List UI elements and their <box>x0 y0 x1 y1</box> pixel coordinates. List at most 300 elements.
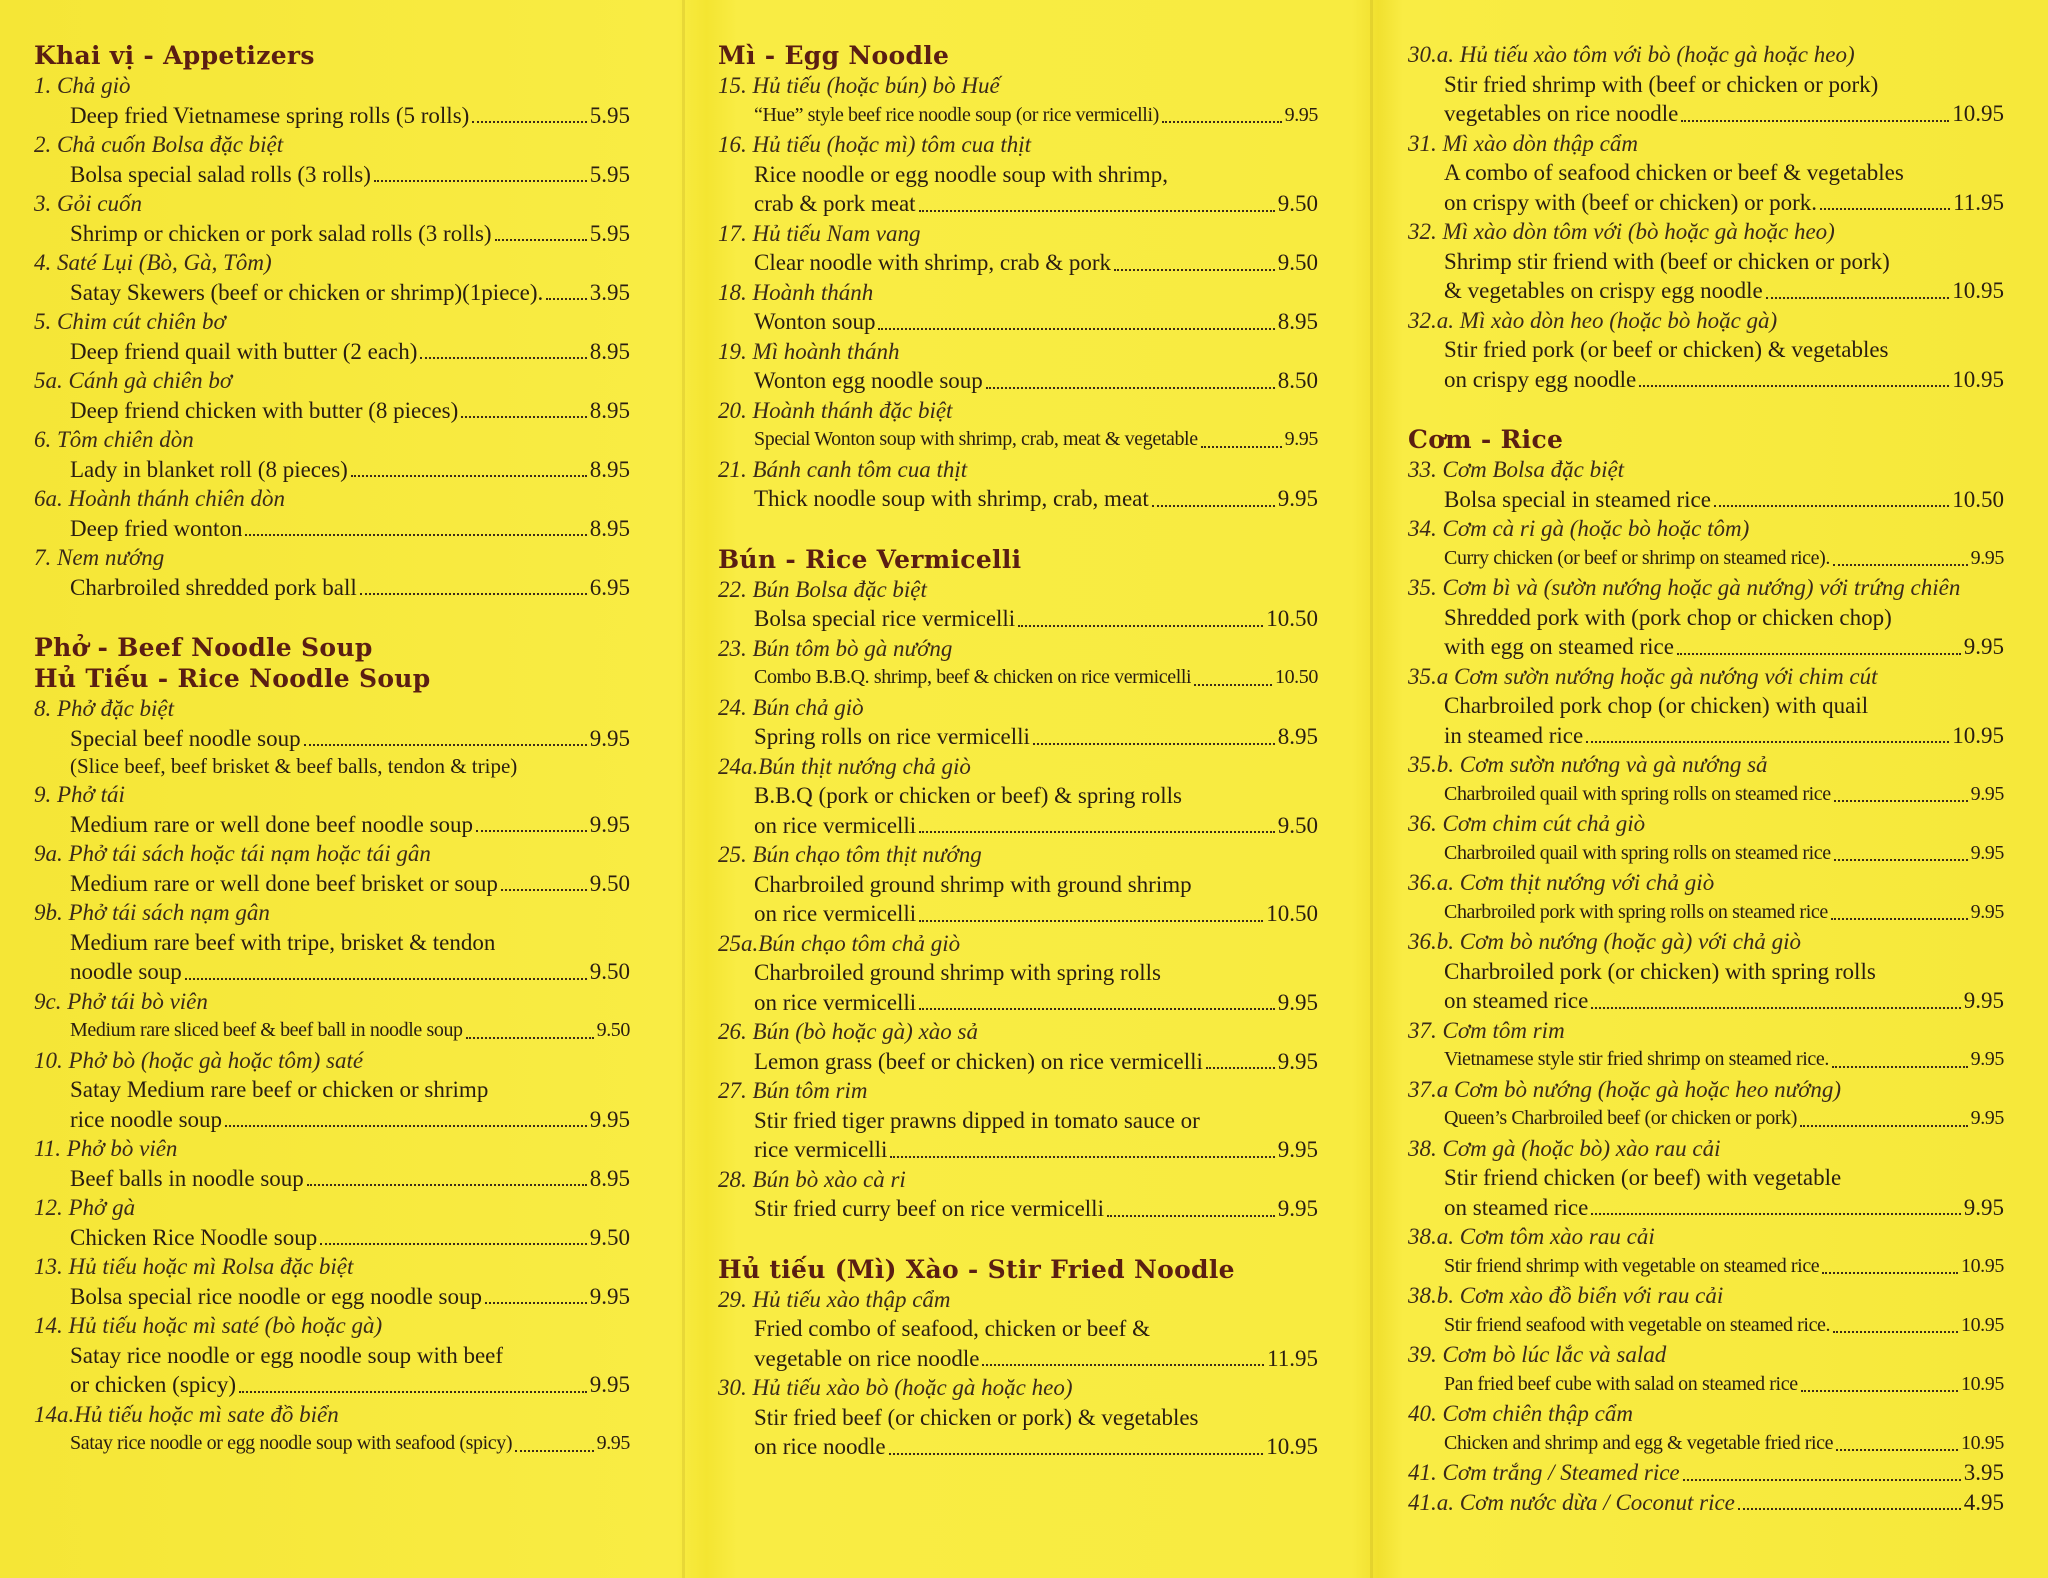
description-text: with egg on steamed rice <box>1444 634 1674 659</box>
menu-item-name: 41.a. Cơm nước dừa / Coconut rice <box>1408 1489 1735 1515</box>
dot-leader <box>1107 1215 1275 1217</box>
menu-item <box>718 752 1318 841</box>
menu-item-name: 6. Tôm chiên dòn <box>34 427 194 452</box>
menu-item <box>34 543 630 602</box>
menu-item <box>1408 217 2004 306</box>
menu-item-name: 38.b. Cơm xào đồ biển với rau cải <box>1408 1283 1724 1308</box>
menu-item-name: 41. Cơm trắng / Steamed rice <box>1408 1460 1680 1485</box>
menu-item <box>1408 1281 2004 1340</box>
menu-item <box>1408 306 2004 395</box>
menu-column-middle <box>718 40 1318 1492</box>
description-text: Chicken and shrimp and egg & vegetable fried rice <box>1444 1431 1834 1454</box>
menu-item <box>718 337 1318 396</box>
menu-item <box>34 780 630 839</box>
menu-item-name: 4. Saté Lụi (Bò, Gà, Tôm) <box>34 250 272 275</box>
description-text: Stir fried curry beef on rice vermicelli <box>754 1196 1104 1221</box>
menu-item-description <box>34 1370 630 1400</box>
dot-leader <box>1152 505 1275 507</box>
menu-item-description <box>1408 276 2004 306</box>
menu-item-description <box>34 514 630 544</box>
menu-item-description <box>718 988 1318 1018</box>
menu-item-name: 30.a. Hủ tiếu xào tôm với bò (hoặc gà hoặc heo) <box>1408 42 1855 67</box>
menu-item-price: 3.95 <box>1963 1460 2004 1485</box>
menu-item-name: 15. Hủ tiếu (hoặc bún) bò Huế <box>718 73 1000 98</box>
description-text: rice noodle soup <box>70 1106 223 1132</box>
description-text: Stir friend chicken (or beef) with vegetable <box>1444 1165 1842 1190</box>
menu-item-description <box>1408 721 2004 751</box>
menu-item-name: 29. Hủ tiếu xào thập cẩm <box>718 1286 951 1312</box>
menu-item-name: 36.b. Cơm bò nướng (hoặc gà) với chả giò <box>1408 929 1802 954</box>
menu-item-description <box>34 1164 630 1194</box>
description-text: Charbroiled pork chop (or chicken) with quail <box>1444 693 1869 718</box>
description-text: Deep friend chicken with butter (8 pieces) <box>70 397 459 423</box>
fold-line <box>682 0 685 1578</box>
menu-item-description <box>1408 485 2004 515</box>
menu-item-description <box>1408 691 2004 721</box>
dot-leader <box>420 357 586 359</box>
menu-item-description <box>34 1282 630 1312</box>
menu-item-price: 10.95 <box>1952 278 2004 303</box>
menu-item-description <box>34 278 630 308</box>
description-text: “Hue” style beef rice noodle soup (or rice vermicelli) <box>754 103 1159 126</box>
menu-item-description <box>1408 1370 2004 1400</box>
menu-item <box>34 987 630 1046</box>
menu-column-right <box>1408 40 2004 1547</box>
description-text: Bolsa special salad rolls (3 rolls) <box>70 161 371 187</box>
dot-leader <box>245 534 586 536</box>
menu-item <box>34 130 630 189</box>
menu-item-price: 8.95 <box>589 515 630 541</box>
menu-item-description <box>718 1314 1318 1344</box>
menu-item-description <box>34 455 630 485</box>
menu-item <box>1408 129 2004 218</box>
dot-leader <box>1683 1479 1961 1481</box>
description-text: Special Wonton soup with shrimp, crab, meat & vegetable <box>754 428 1198 450</box>
description-text: Bolsa special in steamed rice <box>1444 486 1711 512</box>
menu-item-price: 10.50 <box>1274 666 1318 688</box>
menu-item <box>1408 750 2004 809</box>
menu-item-description <box>718 781 1318 811</box>
menu-item-price: 10.50 <box>1266 606 1318 631</box>
dot-leader <box>546 298 587 300</box>
menu-item-description <box>718 160 1318 190</box>
menu-item-description <box>718 722 1318 752</box>
menu-item-description <box>1408 1252 2004 1282</box>
menu-item-name: 36.a. Cơm thịt nướng với chả giò <box>1408 870 1715 895</box>
dot-leader <box>1586 741 1949 743</box>
dot-leader <box>351 475 587 477</box>
description-text: on crispy with (beef or chicken) or pork. <box>1444 189 1817 215</box>
section-title: Phở - Beef Noodle Soup <box>34 633 373 662</box>
menu-item-name: 38.a. Cơm tôm xào rau cải <box>1408 1224 1655 1249</box>
menu-item-price: 9.50 <box>589 1224 630 1250</box>
fold-line <box>1370 0 1373 1578</box>
menu-section <box>718 1254 1318 1462</box>
menu-item-name: 24. Bún chả giò <box>718 694 864 720</box>
dot-leader <box>982 1364 1264 1366</box>
menu-item <box>1408 1222 2004 1281</box>
description-text: Fried combo of seafood, chicken or beef & <box>754 1316 1150 1341</box>
dot-leader <box>360 593 587 595</box>
menu-item-price: 9.95 <box>1963 634 2004 659</box>
menu-item-price: 9.95 <box>1970 1048 2004 1070</box>
menu-item-description <box>1408 544 2004 574</box>
menu-item-price: 9.95 <box>596 1432 630 1454</box>
menu-section <box>718 40 1318 514</box>
menu-item-description <box>1408 1045 2004 1075</box>
menu-item-price: 8.95 <box>1277 724 1318 749</box>
menu-item-price: 8.50 <box>1277 368 1318 393</box>
menu-item-name: 18. Hoành thánh <box>718 279 874 305</box>
menu-item-description <box>34 1016 630 1046</box>
menu-item-name: 20. Hoành thánh đặc biệt <box>718 397 953 423</box>
dot-leader <box>485 1302 587 1304</box>
menu-item-description <box>1408 1104 2004 1134</box>
dot-leader <box>919 210 1275 212</box>
menu-item-price: 8.95 <box>589 338 630 364</box>
dot-leader <box>1033 743 1275 745</box>
menu-item-name: 3. Gỏi cuốn <box>34 191 142 216</box>
menu-section <box>1408 424 2004 1517</box>
menu-item-price: 3.95 <box>589 279 630 305</box>
menu-item-description <box>34 957 630 987</box>
menu-item-price: 9.95 <box>1277 1048 1318 1074</box>
menu-item-price: 10.95 <box>1952 366 2004 392</box>
dot-leader <box>1800 1125 1968 1127</box>
menu-item-price: 9.50 <box>1277 812 1318 838</box>
menu-item-price: 9.95 <box>589 1106 630 1132</box>
menu-item <box>718 840 1318 929</box>
description-text: Wonton soup <box>754 309 876 334</box>
menu-item <box>34 425 630 484</box>
menu-item-name: 38. Cơm gà (hoặc bò) xào rau cải <box>1408 1135 1721 1161</box>
menu-item-description <box>718 604 1318 634</box>
menu-item-name: 23. Bún tôm bò gà nướng <box>718 635 953 661</box>
menu-item-description <box>1408 158 2004 188</box>
menu-item-name: 5a. Cánh gà chiên bơ <box>34 368 233 393</box>
dot-leader <box>986 387 1275 389</box>
description-text: Stir friend seafood with vegetable on steamed rice. <box>1444 1313 1831 1336</box>
section-title: Hủ Tiếu - Rice Noodle Soup <box>34 664 431 693</box>
menu-item-price: 8.95 <box>589 1165 630 1191</box>
dot-leader <box>1832 1066 1968 1068</box>
description-text: in steamed rice <box>1444 722 1584 748</box>
menu-item-price: 9.50 <box>1277 191 1318 216</box>
description-text: Charbroiled pork with spring rolls on steamed rice <box>1444 900 1828 923</box>
menu-item-description <box>718 248 1318 278</box>
menu-item <box>1408 1488 2004 1518</box>
menu-item-name: 9. Phở tái <box>34 782 125 807</box>
description-text: Shrimp or chicken or pork salad rolls (3 rolls) <box>70 220 492 246</box>
description-text: Beef balls in noodle soup <box>70 1165 304 1191</box>
dot-leader <box>1833 1331 1958 1333</box>
menu-item-description <box>1408 898 2004 928</box>
menu-item-description <box>34 928 630 958</box>
dot-leader <box>890 1156 1274 1158</box>
description-text: Medium rare or well done beef brisket or soup <box>70 870 498 896</box>
description-text: B.B.Q (pork or chicken or beef) & spring rolls <box>754 783 1182 808</box>
description-text: A combo of seafood chicken or beef & vegetables <box>1444 160 1904 185</box>
menu-item-price: 10.95 <box>1952 722 2004 748</box>
menu-item <box>34 71 630 130</box>
menu-item <box>718 130 1318 219</box>
dot-leader <box>320 1243 587 1245</box>
menu-item <box>34 694 630 780</box>
menu-item-price: 5.95 <box>589 220 630 246</box>
menu-item-description <box>34 724 630 754</box>
description-text: Stir fried beef (or chicken or pork) & vegetables <box>754 1404 1199 1430</box>
menu-item <box>1408 40 2004 129</box>
menu-item-name: 25a.Bún chạo tôm chả giò <box>718 930 961 956</box>
section-title: Mì - Egg Noodle <box>718 41 950 70</box>
menu-item-price: 9.95 <box>1284 428 1318 450</box>
menu-item-description <box>1408 1311 2004 1341</box>
menu-item-description <box>34 396 630 426</box>
menu-item-price: 9.95 <box>1277 1137 1318 1162</box>
description-text: Satay rice noodle or egg noodle soup with beef <box>70 1342 504 1368</box>
menu-item-description <box>34 160 630 190</box>
menu-item-price: 10.95 <box>1960 1254 2004 1277</box>
description-text: Chicken Rice Noodle soup <box>70 1224 318 1250</box>
description-text: Bolsa special rice noodle or egg noodle soup <box>70 1283 482 1309</box>
dot-leader <box>466 1037 594 1039</box>
description-text: Charbroiled ground shrimp with ground shrimp <box>754 871 1192 897</box>
dot-leader <box>1836 1449 1958 1451</box>
dot-leader <box>476 830 587 832</box>
description-text: rice vermicelli <box>754 1137 888 1162</box>
menu-item-price: 9.95 <box>589 1372 630 1397</box>
menu-item-description <box>34 1105 630 1135</box>
dot-leader <box>461 416 586 418</box>
dot-leader <box>889 1453 1264 1455</box>
dot-leader <box>239 1391 587 1393</box>
description-text: Deep friend quail with butter (2 each) <box>70 338 418 364</box>
menu-section <box>34 632 630 1459</box>
menu-item <box>718 929 1318 1018</box>
description-text: Shredded pork with (pork chop or chicken chop) <box>1444 604 1892 630</box>
menu-item-price: 9.95 <box>589 1283 630 1309</box>
dot-leader <box>1591 1213 1960 1215</box>
menu-item-price: 10.95 <box>1952 101 2004 126</box>
description-text: Rice noodle or egg noodle soup with shrimp, <box>754 161 1168 187</box>
description-text: on rice vermicelli <box>754 812 917 838</box>
menu-item <box>34 1193 630 1252</box>
menu-item-price: 10.95 <box>1960 1431 2004 1454</box>
menu-item-price: 9.95 <box>1970 782 2004 805</box>
menu-item <box>1408 868 2004 927</box>
description-text: vegetables on rice noodle <box>1444 101 1679 126</box>
menu-item <box>718 634 1318 693</box>
menu-item-description <box>718 189 1318 219</box>
menu-item-name: 14a.Hủ tiếu hoặc mì sate đồ biển <box>34 1401 339 1427</box>
description-text: on steamed rice <box>1444 988 1589 1013</box>
menu-item-name: 36. Cơm chim cút chả giò <box>1408 811 1646 836</box>
dot-leader <box>1114 269 1275 271</box>
menu-item-price: 4.95 <box>1963 1489 2004 1515</box>
menu-item <box>718 396 1318 455</box>
description-text: Curry chicken (or beef or shrimp on steamed rice). <box>1444 546 1830 569</box>
menu-item-description <box>718 1194 1318 1224</box>
menu-item-description <box>34 1429 630 1459</box>
menu-item-description <box>718 811 1318 841</box>
dot-leader <box>1018 625 1263 627</box>
dot-leader <box>225 1125 587 1127</box>
menu-item-name: 35.b. Cơm sườn nướng và gà nướng sả <box>1408 752 1768 777</box>
menu-item-description <box>718 366 1318 396</box>
menu-item-price: 10.95 <box>1960 1313 2004 1336</box>
dot-leader <box>1639 385 1949 387</box>
menu-section <box>718 544 1318 1224</box>
menu-item-description <box>1408 986 2004 1016</box>
menu-item-name: 14. Hủ tiếu hoặc mì saté (bò hoặc gà) <box>34 1313 383 1338</box>
description-text: Lady in blanket roll (8 pieces) <box>70 456 348 482</box>
menu-item-name: 9b. Phở tái sách nạm gân <box>34 900 270 925</box>
menu-item-description <box>718 870 1318 900</box>
menu-item-description <box>34 573 630 603</box>
menu-item-price: 10.50 <box>1952 486 2004 512</box>
menu-item-description <box>1408 188 2004 218</box>
dot-leader <box>1162 121 1282 123</box>
description-text: Satay rice noodle or egg noodle soup with seafood (spicy) <box>70 1432 513 1454</box>
menu-item-name: 37.a Cơm bò nướng (hoặc gà hoặc heo nướng) <box>1408 1076 1842 1102</box>
description-text: & vegetables on crispy egg noodle <box>1444 278 1763 303</box>
menu-item-description <box>1408 247 2004 277</box>
menu-item-name: 17. Hủ tiếu Nam vang <box>718 220 921 246</box>
menu-item-price: 5.95 <box>589 161 630 187</box>
menu-item-price: 11.95 <box>1267 1345 1318 1371</box>
dot-leader <box>919 831 1275 833</box>
menu-item-description <box>34 1075 630 1105</box>
menu-item-description <box>1408 365 2004 395</box>
menu-item-name: 12. Phở gà <box>34 1195 136 1220</box>
description-text: on steamed rice <box>1444 1194 1589 1220</box>
menu-item-price: 5.95 <box>589 102 630 128</box>
menu-item-name: 9c. Phở tái bò viên <box>34 988 208 1014</box>
description-text: Medium rare beef with tripe, brisket & tendon <box>70 929 496 955</box>
menu-item <box>34 248 630 307</box>
dot-leader <box>304 744 587 746</box>
description-text: Clear noodle with shrimp, crab & pork <box>754 250 1112 275</box>
menu-item-name: 2. Chả cuốn Bolsa đặc biệt <box>34 132 284 157</box>
description-text: Wonton egg noodle soup <box>754 368 983 393</box>
menu-item <box>34 839 630 898</box>
menu-item <box>34 189 630 248</box>
menu-item-name: 5. Chim cút chiên bơ <box>34 309 226 334</box>
menu-item-description <box>34 869 630 899</box>
menu-item-price: 9.95 <box>1970 900 2004 923</box>
dot-leader <box>501 889 587 891</box>
menu-item <box>718 278 1318 337</box>
menu-item <box>34 1311 630 1400</box>
menu-item-name: 1. Chả giò <box>34 73 131 98</box>
menu-item-description <box>1408 1193 2004 1223</box>
menu-item-price: 10.50 <box>1266 901 1318 926</box>
menu-item-price: 8.95 <box>589 456 630 482</box>
dot-leader <box>1834 800 1968 802</box>
menu-item <box>718 693 1318 752</box>
dot-leader <box>1822 1272 1958 1274</box>
description-text: on rice vermicelli <box>754 901 917 926</box>
description-text: vegetable on rice noodle <box>754 1345 980 1371</box>
menu-item-name: 35.a Cơm sườn nướng hoặc gà nướng với chim cút <box>1408 663 1878 689</box>
menu-item-description <box>718 1135 1318 1165</box>
dot-leader <box>1714 505 1949 507</box>
menu-section <box>1408 40 2004 394</box>
description-text: Lemon grass (beef or chicken) on rice vermicelli <box>754 1048 1203 1074</box>
menu-item <box>34 1252 630 1311</box>
menu-item-price: 9.95 <box>1970 546 2004 569</box>
dot-leader <box>919 920 1263 922</box>
description-text: Charbroiled shredded pork ball <box>70 574 357 600</box>
menu-item <box>1408 1458 2004 1488</box>
menu-item-description <box>34 101 630 131</box>
menu-item-name: 19. Mì hoành thánh <box>718 338 900 364</box>
menu-item-description <box>718 101 1318 131</box>
dot-leader <box>1206 1067 1275 1069</box>
menu-item-name: 7. Nem nướng <box>34 545 165 570</box>
menu-item-name: 39. Cơm bò lúc lắc và salad <box>1408 1342 1667 1367</box>
description-text: Medium rare or well done beef noodle soup <box>70 811 474 837</box>
menu-item-description <box>718 425 1318 455</box>
menu-item <box>1408 662 2004 751</box>
dot-leader <box>472 121 586 123</box>
description-text: Queen’s Charbroiled beef (or chicken or pork) <box>1444 1107 1797 1129</box>
description-text: Bolsa special rice vermicelli <box>754 606 1016 631</box>
menu-item-description <box>1408 780 2004 810</box>
description-text: Shrimp stir friend with (beef or chicken or pork) <box>1444 248 1890 274</box>
menu-item-description <box>718 484 1318 514</box>
menu-item <box>718 1017 1318 1076</box>
section-title: Hủ tiếu (Mì) Xào - Stir Fried Noodle <box>718 1254 1235 1284</box>
menu-item-description <box>718 1403 1318 1433</box>
menu-item-name: 16. Hủ tiếu (hoặc mì) tôm cua thịt <box>718 132 1032 157</box>
dot-leader <box>1201 446 1282 448</box>
menu-item-description <box>34 1223 630 1253</box>
menu-column-left <box>34 40 630 1489</box>
menu-item-price: 9.95 <box>1970 1107 2004 1129</box>
dot-leader <box>878 328 1274 330</box>
menu-item-name: 10. Phở bò (hoặc gà hoặc tôm) saté <box>34 1047 364 1073</box>
description-text: Thick noodle soup with shrimp, crab, meat <box>754 486 1149 511</box>
description-text: Charbroiled quail with spring rolls on steamed rice <box>1444 841 1831 864</box>
menu-item <box>1408 573 2004 662</box>
menu-item <box>1408 927 2004 1016</box>
menu-item-description <box>34 1341 630 1371</box>
dot-leader <box>185 978 587 980</box>
menu-item-price: 10.95 <box>1266 1434 1318 1459</box>
menu-item-description <box>34 219 630 249</box>
menu-item-description <box>1408 1163 2004 1193</box>
menu-item <box>718 1373 1318 1462</box>
menu-item <box>34 307 630 366</box>
description-text: Pan fried beef cube with salad on steamed rice <box>1444 1372 1798 1395</box>
menu-item <box>718 71 1318 130</box>
menu-item <box>718 455 1318 514</box>
description-text: Deep fried wonton <box>70 515 243 541</box>
description-text: on crispy egg noodle <box>1444 366 1637 392</box>
menu-item-price: 9.95 <box>1963 1194 2004 1220</box>
menu-section <box>34 40 630 602</box>
menu-item-name: 37. Cơm tôm rim <box>1408 1017 1565 1043</box>
menu-item-price: 6.95 <box>589 574 630 600</box>
menu-item-description <box>1408 957 2004 987</box>
dot-leader <box>307 1184 587 1186</box>
menu-item-description <box>1408 603 2004 633</box>
menu-item <box>1408 455 2004 514</box>
menu-item <box>1408 1134 2004 1223</box>
menu-item-description <box>34 810 630 840</box>
menu-item <box>34 1046 630 1135</box>
